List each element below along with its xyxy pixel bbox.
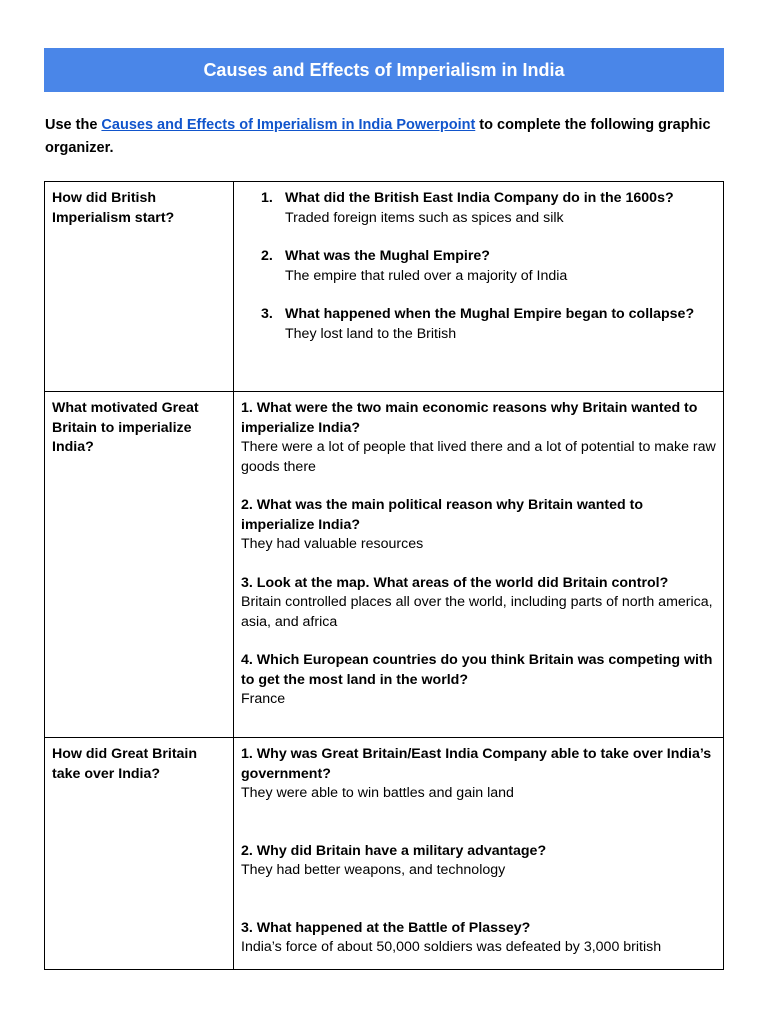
answer-text[interactable]: They lost land to the British [285,325,457,342]
answer-text[interactable]: They had valuable resources [241,536,424,552]
question-text: 3. Look at the map. What areas of the world did Britain control? [241,574,669,591]
item-number: 2. [261,248,273,264]
list-item [241,247,716,286]
row-content [234,392,724,738]
question-text: 2. Why did Britain have a military advantage? [241,842,547,859]
list-item [241,651,716,710]
list-item [241,919,716,958]
list-item [241,399,716,477]
answer-text[interactable]: There were a lot of people that lived there and a lot of potential to make raw goods there [241,439,716,475]
answer-text[interactable]: Britain controlled places all over the world, including parts of north america, asia, and africa [241,594,713,630]
question-text: What did the British East India Company do in the 1600s? [285,190,674,206]
table-row [45,738,724,970]
row-content [234,182,724,392]
answer-text[interactable]: They had better weapons, and technology [241,862,506,878]
intro-suffix: to complete the following graphic organizer. [45,117,711,156]
answer-text[interactable]: India’s force of about 50,000 soldiers was defeated by 3,000 british [241,939,662,955]
row-heading: How did Great Britain take over India? [45,738,234,970]
list-item [241,842,716,881]
answer-text[interactable]: Traded foreign items such as spices and silk [285,209,564,226]
row-content [234,738,724,970]
list-item [241,745,716,804]
question-text: 3. What happened at the Battle of Plassey? [241,919,531,936]
intro-paragraph [45,114,725,160]
list-item [241,496,716,555]
answer-text[interactable]: The empire that ruled over a majority of India [285,267,568,284]
question-text: 1. What were the two main economic reasons why Britain wanted to imperialize India? [241,400,698,436]
question-text: 4. Which European countries do you think Britain was competing with to get the most land in the world? [241,652,713,688]
table-row [45,182,724,392]
list-item [241,574,716,633]
item-number: 3. [261,306,273,322]
question-text: 2. What was the main political reason why Britain wanted to imperialize India? [241,497,644,533]
row-heading: What motivated Great Britain to imperialize India? [45,392,234,738]
title-banner [44,48,724,92]
question-text: What was the Mughal Empire? [285,248,490,264]
row-heading: How did British Imperialism start? [45,182,234,392]
answer-text[interactable]: France [241,691,286,707]
powerpoint-link[interactable]: Causes and Effects of Imperialism in India Powerpoint [101,117,476,133]
question-text: 1. Why was Great Britain/East India Company able to take over India’s government? [241,746,712,782]
table-row [45,392,724,738]
question-text: What happened when the Mughal Empire began to collapse? [285,306,695,322]
list-item [241,305,716,344]
item-number: 1. [261,190,273,206]
list-item [241,189,716,228]
intro-prefix: Use the [45,117,102,133]
numbered-list [241,189,716,344]
page-title: Causes and Effects of Imperialism in India [203,59,565,80]
graphic-organizer-table [44,181,724,970]
answer-text[interactable]: They were able to win battles and gain land [241,785,514,801]
